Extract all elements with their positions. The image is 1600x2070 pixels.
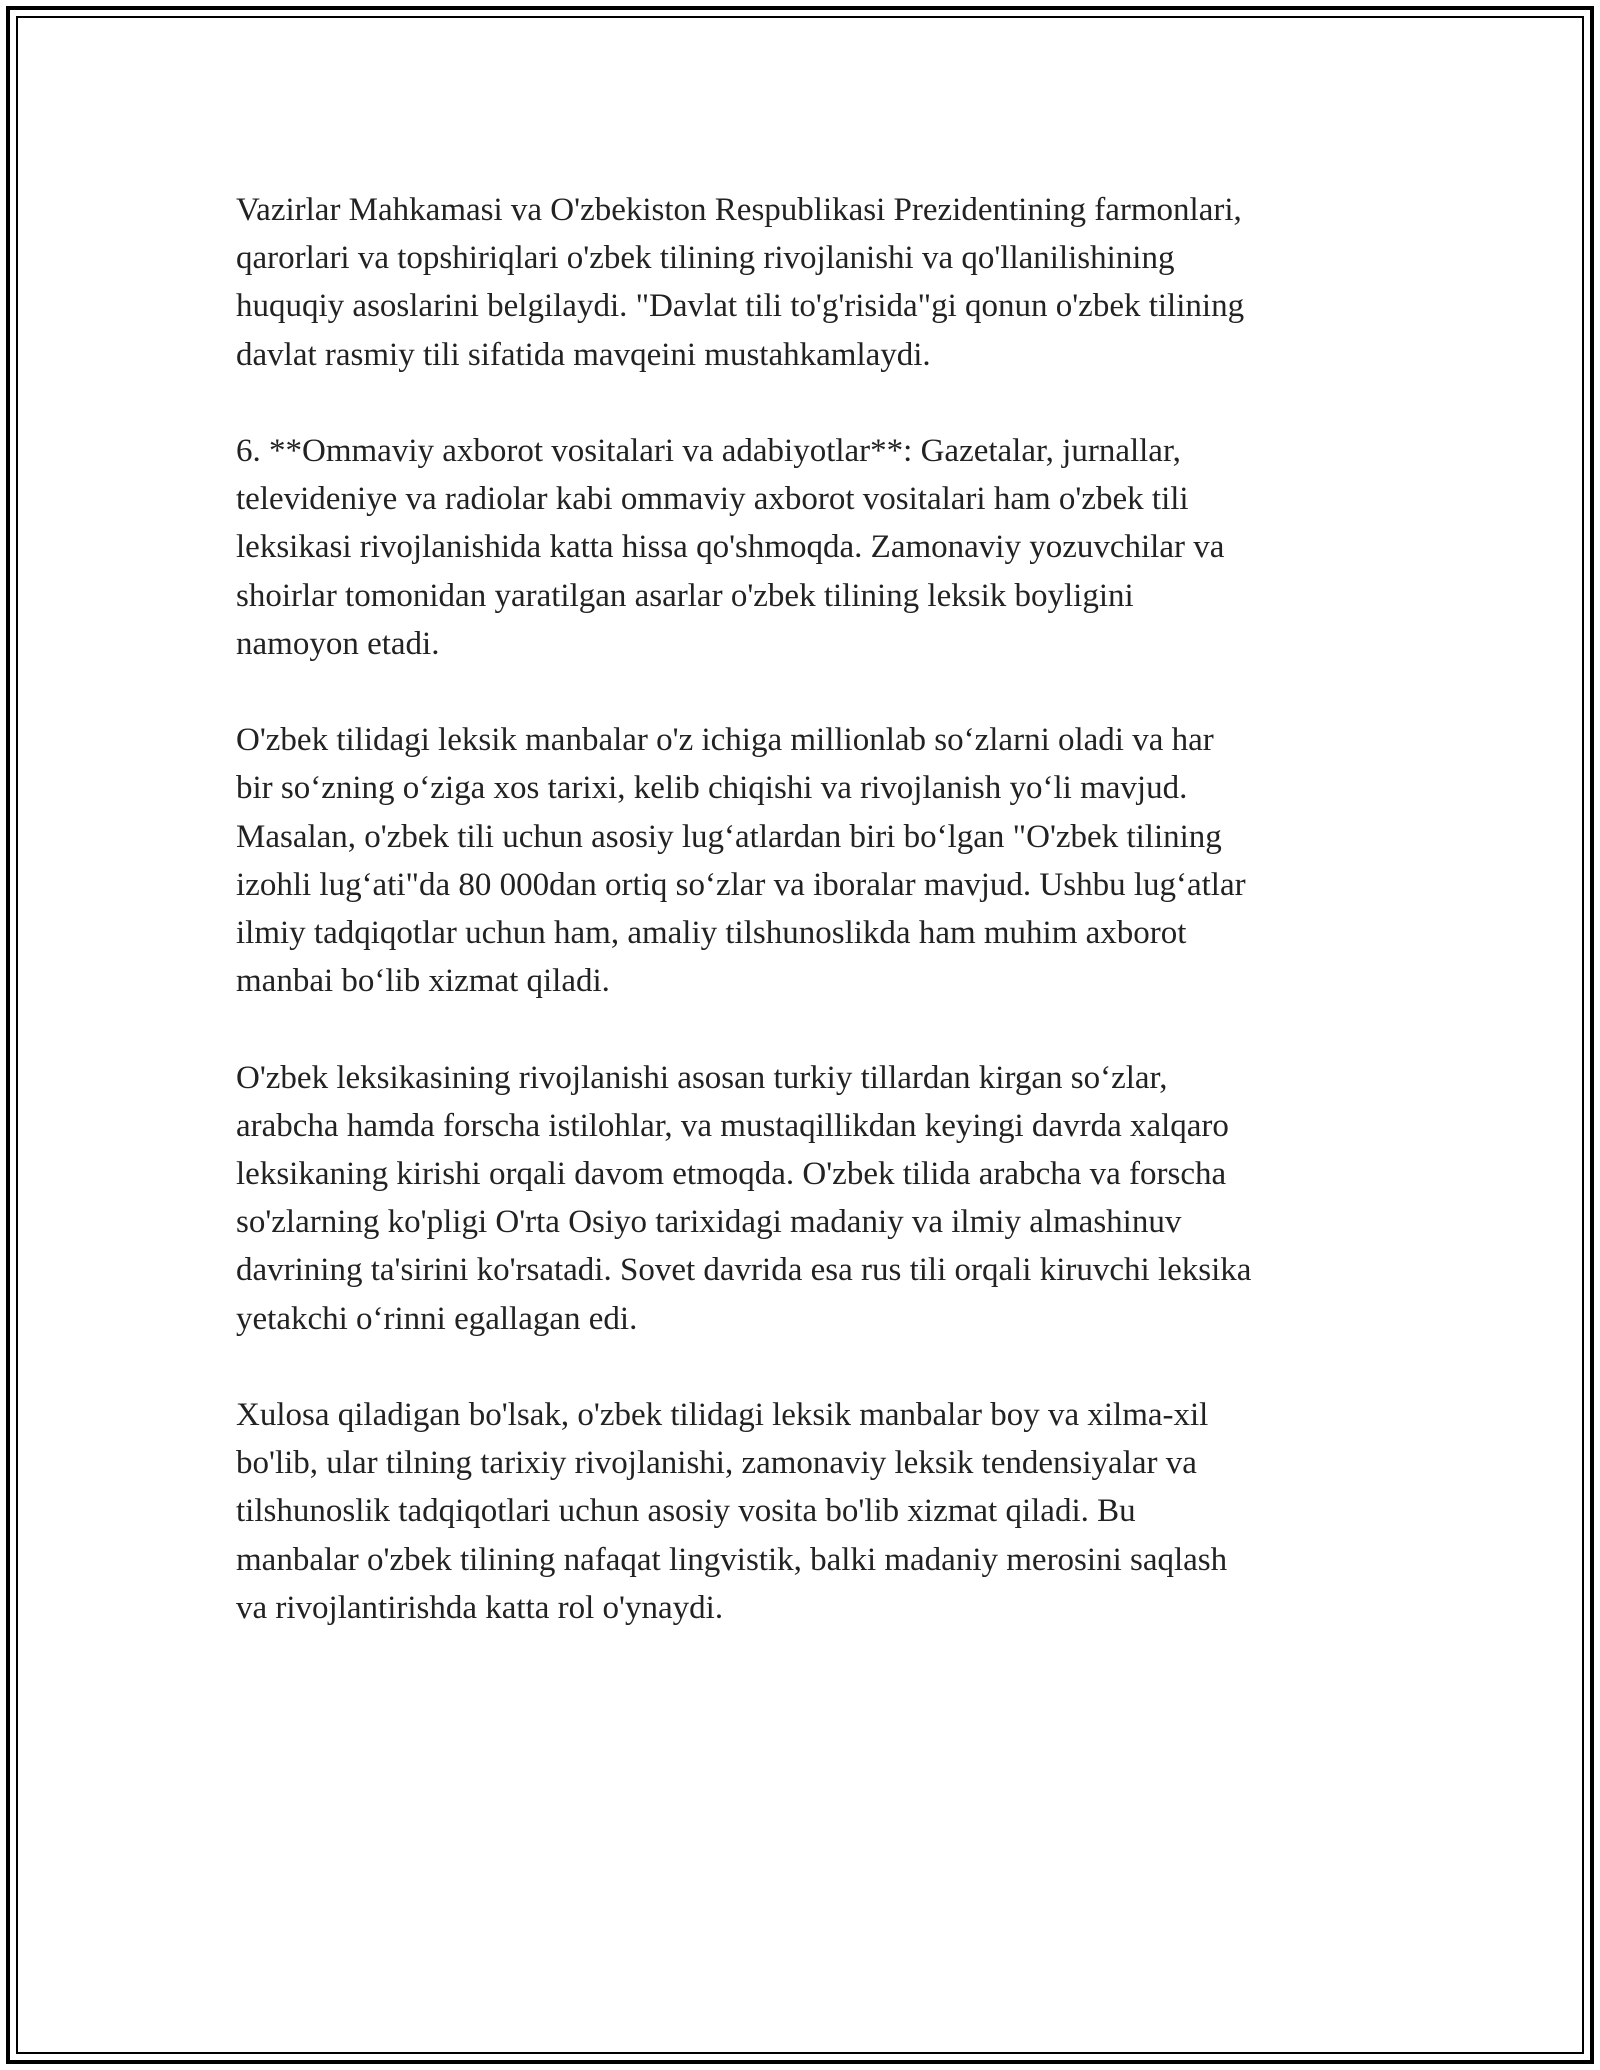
paragraph-lexical-sources: O'zbek tilidagi leksik manbalar o'z ichiga millionlab so‘zlarni oladi va har bir so‘zning o‘ziga xos tarixi, kelib chiqishi va rivojlanish yo‘li mavjud. Masalan, o'zbek tili uchun asosiy lug‘atlardan biri bo‘lgan "O'zbek tilining izohli lug‘ati"da 80 000dan ortiq so‘zlar va iboralar mavjud. Ushbu lug‘atlar ilmiy tadqiqotlar uchun ham, amaliy tilshunoslikda ham muhim axborot manbai bo‘lib xizmat qiladi. — [236, 722, 1246, 1000]
document-body — [236, 186, 1376, 1680]
paragraph-conclusion: Xulosa qiladigan bo'lsak, o'zbek tilidagi leksik manbalar boy va xilma-xil bo'lib, ular tilning tarixiy rivojlanishi, zamonaviy leksik tendensiyalar va tilshunoslik tadqiqotlari uchun asosiy vosita bo'lib xizmat qiladi. Bu manbalar o'zbek tilining nafaqat lingvistik, balki madaniy merosini saqlash va rivojlantirishda katta rol o'ynaydi. — [236, 1397, 1228, 1626]
paragraph-mass-media: 6. **Ommaviy axborot vositalari va adabiyotlar**: Gazetalar, jurnallar, televideniye va radiolar kabi ommaviy axborot vositalari ham o'zbek tili leksikasi rivojlanishida katta hissa qo'shmoqda. Zamonaviy yozuvchilar va shoirlar tomonidan yaratilgan asarlar o'zbek tilining leksik boyligini namoyon etadi. — [236, 433, 1225, 662]
paragraph-lexicon-development: O'zbek leksikasining rivojlanishi asosan turkiy tillardan kirgan so‘zlar, arabcha hamda forscha istilohlar, va mustaqillikdan keyingi davrda xalqaro leksikaning kirishi orqali davom etmoqda. O'zbek tilida arabcha va forscha so'zlarning ko'pligi O'rta Osiyo tarixidagi madaniy va ilmiy almashinuv davrining ta'sirini ko'rsatadi. Sovet davrida esa rus tili orqali kiruvchi leksika yetakchi o‘rinni egallagan edi. — [236, 1059, 1252, 1337]
paragraph-legal-basis: Vazirlar Mahkamasi va O'zbekiston Respublikasi Prezidentining farmonlari, qarorlari va topshiriqlari o'zbek tilining rivojlanishi va qo'llanilishining huquqiy asoslarini belgilaydi. "Davlat tili to'g'risida"gi qonun o'zbek tilining davlat rasmiy tili sifatida mavqeini mustahkamlaydi. — [236, 192, 1245, 373]
